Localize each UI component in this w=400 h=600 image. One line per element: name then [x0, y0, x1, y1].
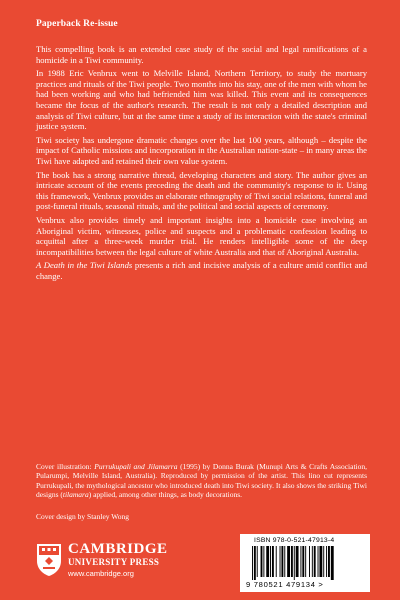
designs-term: tilamara	[62, 490, 89, 500]
publisher-wordmark	[68, 542, 168, 577]
blurb-paragraph-6-rest: presents a rich and incisive analysis of a culture amid conflict and change.	[36, 260, 367, 281]
blurb-paragraph-2: In 1988 Eric Venbrux went to Melville Island, Northern Territory, to study the mortuary practices and rituals of the Tiwi people. Two months into his stay, one of the men with whom he had been working and who had befriended him was killed. This event and its consequences became the focus of the author's research. The result is not only a detailed description and analysis of Tiwi culture, but at the same time a study of its interaction with the state's criminal justice system.	[36, 68, 367, 132]
cover-design-credit: Cover design by Stanley Wong	[36, 512, 129, 521]
isbn-label: ISBN 978-0-521-47913-4	[254, 537, 335, 544]
publisher-press: UNIVERSITY PRESS	[68, 557, 160, 568]
publisher-logo	[36, 539, 168, 581]
cambridge-shield-icon	[36, 543, 62, 577]
barcode-box	[240, 534, 370, 592]
credit-lead: Cover illustration:	[36, 462, 95, 471]
artwork-title: Purrukupali and Jilamarra	[94, 462, 178, 471]
reissue-label: Paperback Re-issue	[36, 19, 118, 29]
blurb-paragraph-6	[36, 260, 367, 281]
barcode-icon	[252, 546, 360, 580]
publisher-url: www.cambridge.org	[68, 568, 134, 578]
book-title: A Death in the Tiwi Islands	[36, 260, 133, 271]
blurb-paragraph-1: This compelling book is an extended case study of the social and legal ramifications of a homicide in a Tiwi community.	[36, 44, 367, 65]
credit-paragraph	[36, 462, 367, 500]
credit-text-1: (1995) by Donna Burak (Munupi Arts & Crafts Association, Pularumpi, Melville Island, Australia). Reproduced by permission of the artist. This lino cut represents Purrukupali, the mythological ancestor who introduced death into Tiwi society. It also shows the striking Tiwi designs (	[36, 462, 367, 500]
cover-illustration-credit	[36, 462, 367, 500]
credit-text-2: ) applied, among other things, as body decorations.	[88, 490, 243, 500]
blurb-text	[36, 44, 367, 281]
barcode-digits: 9 780521 479134 >	[246, 580, 324, 589]
blurb-paragraph-5: Venbrux also provides timely and important insights into a homicide case involving an Aboriginal victim, witnesses, police and suspects and a problematic confession leading to acquittal after a three-week murder trial. He renders intelligible some of the deep incompatibilities between the legal culture of white Australia and that of Aboriginal Australia.	[36, 214, 367, 257]
publisher-name: CAMBRIDGE	[68, 541, 168, 558]
blurb-paragraph-4: The book has a strong narrative thread, developing characters and story. The author gives an intricate account of the events preceding the death and the community's response to it. Using this framework, Venbrux provides an elaborate ethnography of Tiwi social relations, funeral and post-funeral rituals, seasonal rituals, and the political and social aspects of ceremony.	[36, 169, 367, 212]
blurb-paragraph-3: Tiwi society has undergone dramatic changes over the last 100 years, although – despite the impact of Catholic missions and incorporation in the Australian nation-state – in many areas the Tiwi have adapted and retained their own value system.	[36, 134, 367, 166]
